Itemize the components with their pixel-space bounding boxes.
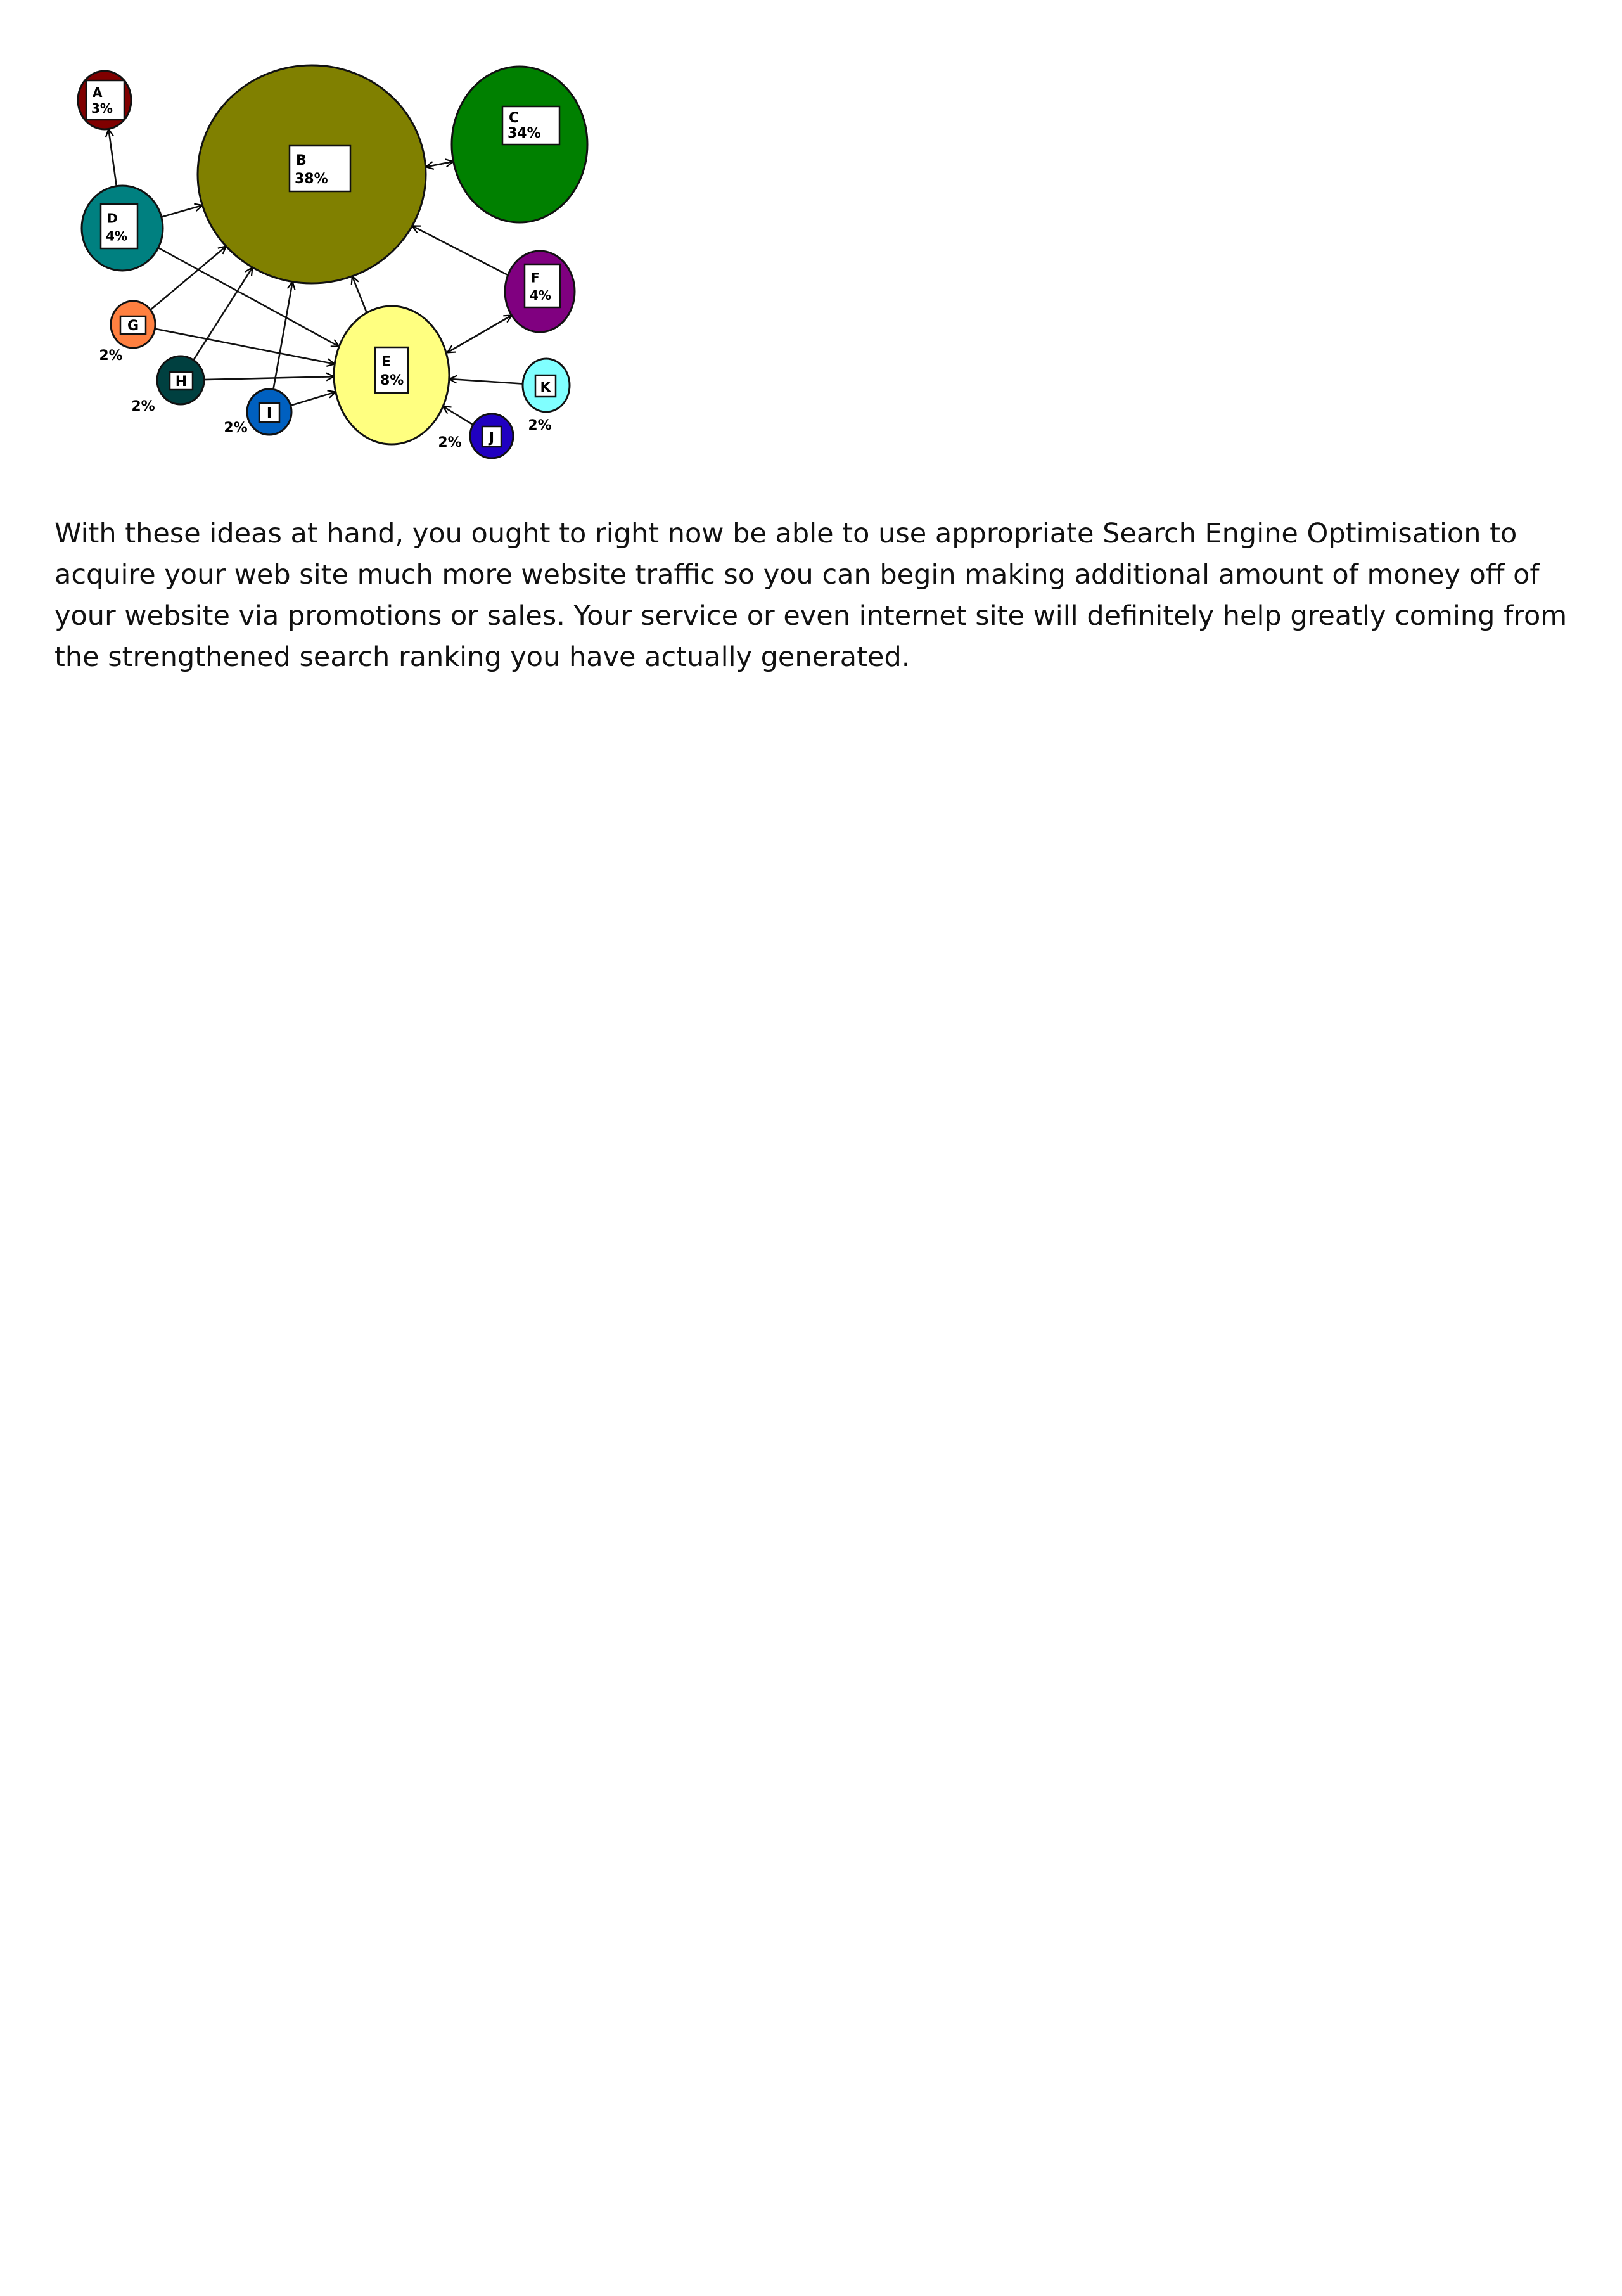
edge-D-to-A	[108, 129, 117, 186]
node-letter-B: B	[296, 153, 307, 169]
node-G	[99, 301, 155, 364]
edge-D-to-B	[162, 205, 203, 217]
node-percent-F: 4%	[530, 287, 551, 303]
body-paragraph: With these ideas at hand, you ought to right now be able to use appropriate Search Engine Optimisation to acquire your web site much more website traffic so you can begin making additional amount of money off of your website via promotions or sales. Your service or even internet site will definitely help greatly coming from the strengthened search ranking you have actually generated.	[54, 518, 1568, 673]
node-percent-B: 38%	[295, 171, 328, 188]
edge-F-to-B	[412, 226, 508, 275]
diagram-nodes	[78, 65, 587, 458]
edge-F-to-E	[447, 316, 512, 353]
node-letter-A: A	[93, 85, 103, 101]
edge-E-to-B	[352, 276, 367, 313]
edge-I-to-E	[291, 392, 336, 406]
node-E	[334, 306, 449, 444]
node-percent-D: 4%	[106, 228, 127, 244]
pagerank-diagram	[0, 0, 634, 482]
edge-H-to-E	[204, 376, 334, 380]
node-letter-D: D	[107, 210, 118, 226]
node-letter-H: H	[175, 373, 188, 390]
node-F	[505, 251, 575, 332]
node-C	[452, 67, 587, 222]
edge-J-to-E	[443, 406, 473, 425]
node-percent-E: 8%	[380, 373, 404, 389]
node-letter-C: C	[509, 110, 520, 127]
node-A	[78, 71, 131, 129]
node-percent-H: 2%	[131, 399, 155, 414]
node-letter-J: J	[489, 430, 495, 446]
node-letter-K: K	[540, 380, 551, 396]
node-H	[131, 356, 204, 414]
node-letter-G: G	[127, 317, 139, 334]
node-percent-K: 2%	[528, 418, 552, 433]
node-percent-C: 34%	[508, 125, 541, 142]
edge-I-to-B	[273, 282, 292, 390]
node-I	[224, 389, 291, 436]
node-letter-I: I	[266, 406, 272, 422]
node-percent-A: 3%	[91, 100, 113, 116]
node-percent-G: 2%	[99, 348, 123, 364]
edge-C-to-B	[426, 162, 453, 167]
node-percent-I: 2%	[224, 420, 248, 436]
node-letter-E: E	[381, 354, 392, 371]
edge-K-to-E	[449, 379, 523, 384]
node-J	[438, 414, 513, 458]
node-letter-F: F	[531, 270, 540, 286]
node-K	[523, 359, 570, 433]
node-D	[82, 186, 163, 271]
node-percent-J: 2%	[438, 435, 462, 451]
node-B	[198, 65, 426, 283]
